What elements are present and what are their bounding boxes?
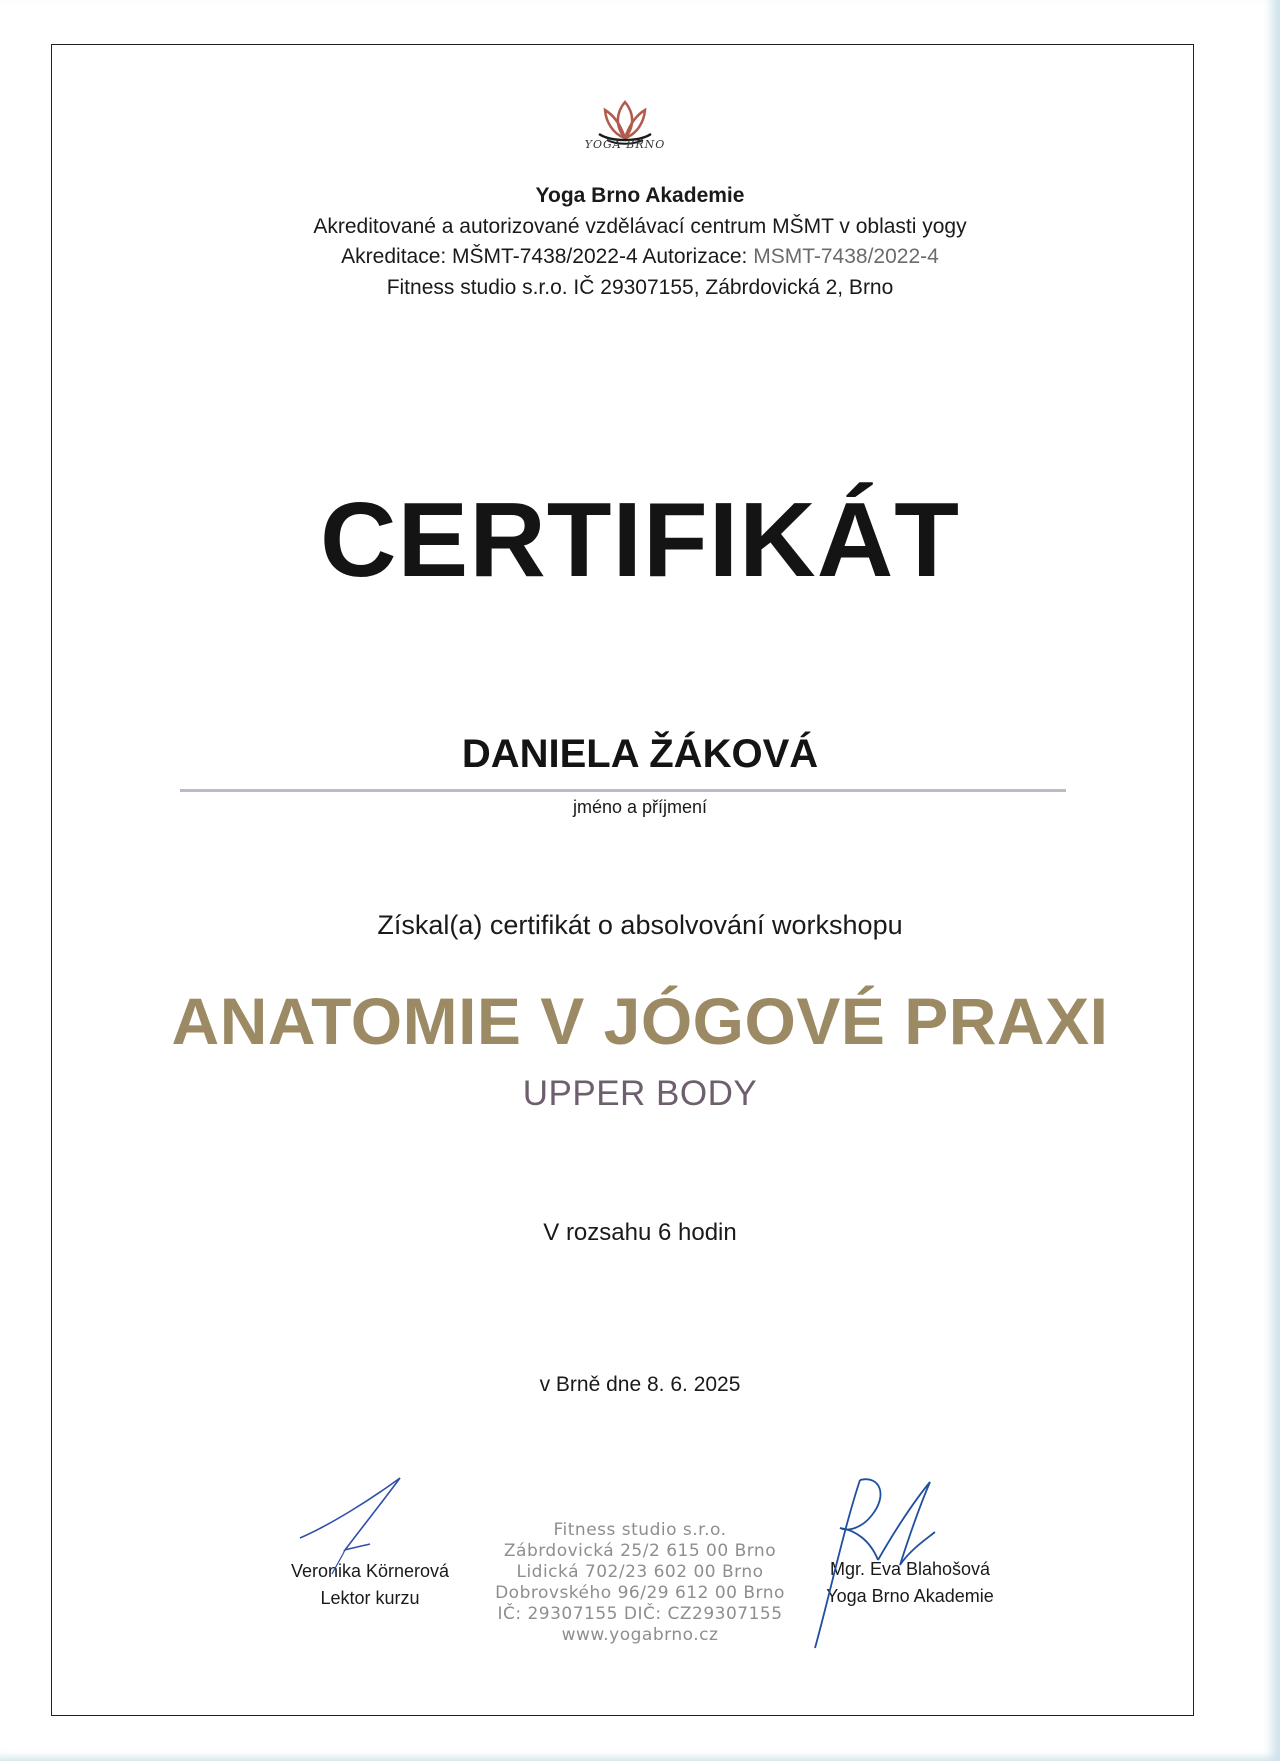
signatory-right-role: Yoga Brno Akademie bbox=[826, 1586, 994, 1606]
stamp-line: Lidická 702/23 602 00 Brno bbox=[516, 1562, 764, 1582]
authorization-number: MSMT-7438/2022-4 bbox=[753, 245, 939, 268]
accreditation-description: Akreditované a autorizované vzdělávací centrum MŠMT v oblasti yogy bbox=[313, 215, 967, 238]
logo-text: YOGA BRNO bbox=[584, 138, 666, 151]
stamp-line: Zábrdovická 25/2 615 00 Brno bbox=[503, 1541, 777, 1561]
course-scope: V rozsahu 6 hodin bbox=[543, 1219, 737, 1246]
course-subtitle: UPPER BODY bbox=[522, 1074, 758, 1113]
recipient-name: DANIELA ŽÁKOVÁ bbox=[461, 732, 819, 776]
organization-name: Yoga Brno Akademie bbox=[535, 184, 745, 207]
name-caption: jméno a příjmení bbox=[572, 797, 708, 817]
signatory-right-name: Mgr. Eva Blahošová bbox=[829, 1559, 991, 1579]
stamp-line: IČ: 29307155 DIČ: CZ29307155 bbox=[497, 1604, 783, 1624]
certificate-intro: Získal(a) certifikát o absolvování workshopu bbox=[377, 910, 903, 940]
signatory-left bbox=[240, 1558, 500, 1612]
accreditation-label: Akreditace: MŠMT-7438/2022-4 Autorizace: bbox=[341, 245, 754, 268]
issue-date: v Brně dne 8. 6. 2025 bbox=[539, 1373, 741, 1396]
stamp-line: Fitness studio s.r.o. bbox=[553, 1520, 727, 1540]
company-info: Fitness studio s.r.o. IČ 29307155, Zábrdovická 2, Brno bbox=[386, 276, 894, 299]
accreditation-numbers bbox=[0, 245, 1280, 269]
signatory-left-role: Lektor kurzu bbox=[320, 1588, 420, 1608]
certificate-title: CERTIFIKÁT bbox=[319, 481, 961, 599]
signatory-left-name: Veronika Körnerová bbox=[290, 1561, 450, 1581]
signatory-right bbox=[780, 1556, 1040, 1610]
name-underline bbox=[180, 789, 1066, 792]
stamp-line: Dobrovského 96/29 612 00 Brno bbox=[495, 1583, 785, 1603]
stamp-line: www.yogabrno.cz bbox=[561, 1625, 719, 1645]
course-name: ANATOMIE V JÓGOVÉ PRAXI bbox=[171, 984, 1109, 1058]
